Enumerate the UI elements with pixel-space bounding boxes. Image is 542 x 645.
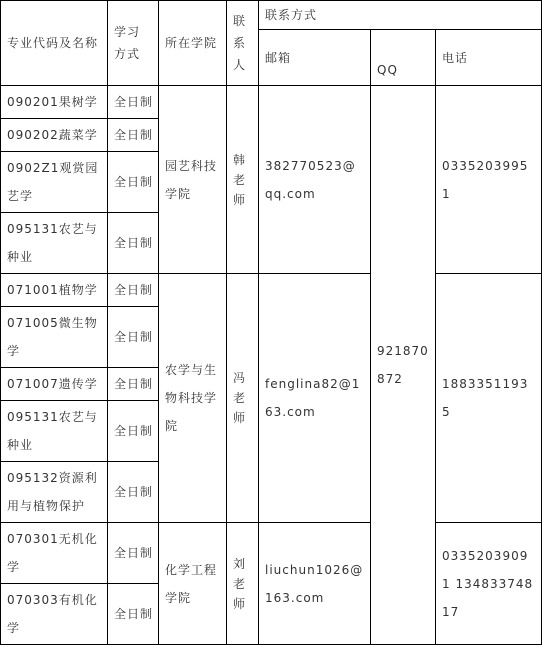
header-contact: 联系方式 <box>259 1 542 30</box>
major-cell: 071007遗传学 <box>1 368 108 401</box>
email-cell: 382770523@qq.com <box>259 86 371 274</box>
major-cell: 071001植物学 <box>1 274 108 307</box>
major-cell: 071005微生物学 <box>1 307 108 368</box>
header-phone: 电话 <box>436 30 542 86</box>
contact-person-cell <box>227 523 259 645</box>
major-cell: 070301无机化学 <box>1 523 108 584</box>
mode-cell: 全日制 <box>108 462 159 523</box>
phone-cell: 18833511935 <box>436 274 542 523</box>
mode-cell: 全日制 <box>108 152 159 213</box>
major-cell: 095131农艺与种业 <box>1 213 108 274</box>
phone-cell: 03352039951 <box>436 86 542 274</box>
contact-person-text: 刘老师 <box>233 556 247 611</box>
table-row <box>1 274 542 307</box>
mode-cell: 全日制 <box>108 86 159 119</box>
mode-cell: 全日制 <box>108 401 159 462</box>
mode-cell: 全日制 <box>108 307 159 368</box>
contact-person-cell <box>227 86 259 274</box>
header-email: 邮箱 <box>259 30 371 86</box>
mode-cell: 全日制 <box>108 213 159 274</box>
table-header-row-1 <box>1 1 542 30</box>
email-cell: fenglina82@163.com <box>259 274 371 523</box>
header-college: 所在学院 <box>159 1 227 86</box>
major-cell: 090201果树学 <box>1 86 108 119</box>
mode-cell: 全日制 <box>108 584 159 645</box>
major-cell: 095131农艺与种业 <box>1 401 108 462</box>
contact-person-text: 韩老师 <box>233 152 247 207</box>
header-mode: 学习方式 <box>108 1 159 86</box>
header-major: 专业代码及名称 <box>1 1 108 86</box>
qq-cell: 921870872 <box>371 86 436 645</box>
mode-cell: 全日制 <box>108 523 159 584</box>
mode-cell: 全日制 <box>108 274 159 307</box>
header-contact-person-text: 联系人 <box>233 14 247 72</box>
mode-cell: 全日制 <box>108 368 159 401</box>
college-cell: 园艺科技学院 <box>159 86 227 274</box>
contact-person-text: 冯老师 <box>233 371 247 425</box>
header-qq: QQ <box>371 30 436 86</box>
major-cell: 070303有机化学 <box>1 584 108 645</box>
phone-cell: 03352039091 13483374817 <box>436 523 542 645</box>
major-cell: 090202蔬菜学 <box>1 119 108 152</box>
college-cell: 化学工程学院 <box>159 523 227 645</box>
mode-cell: 全日制 <box>108 119 159 152</box>
email-cell: liuchun1026@163.com <box>259 523 371 645</box>
contact-person-cell <box>227 274 259 523</box>
major-cell: 0902Z1观赏园艺学 <box>1 152 108 213</box>
header-contact-person <box>227 1 259 86</box>
table-row <box>1 523 542 584</box>
college-cell: 农学与生物科技学院 <box>159 274 227 523</box>
major-cell: 095132资源利用与植物保护 <box>1 462 108 523</box>
table-row <box>1 86 542 119</box>
